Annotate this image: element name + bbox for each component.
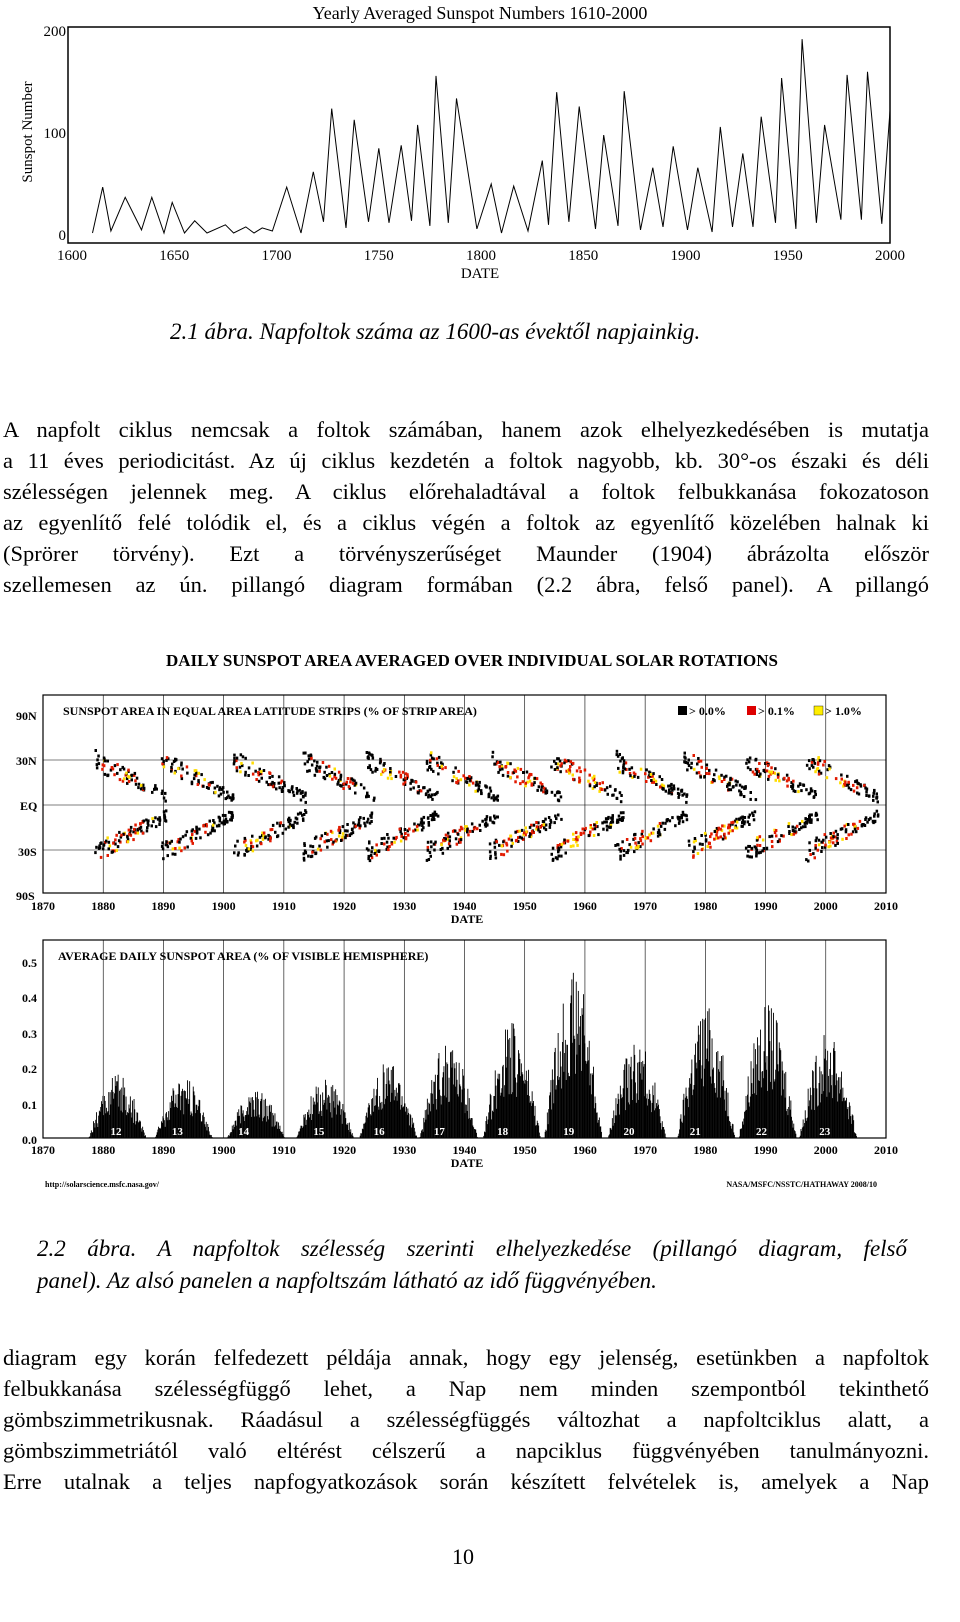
- area-bar: [274, 1127, 275, 1139]
- cycle-number: 17: [433, 1126, 445, 1138]
- area-bar: [366, 1113, 367, 1138]
- butterfly-xtick: 1920: [332, 899, 357, 913]
- area-bar: [722, 1086, 723, 1138]
- area-bar: [446, 1062, 447, 1138]
- cycle-number: 20: [623, 1126, 635, 1138]
- cycle-number: 22: [755, 1126, 767, 1138]
- area-bar: [754, 1043, 755, 1138]
- area-ytick: 0.4: [22, 991, 37, 1005]
- area-bar: [594, 1108, 595, 1138]
- cycle-number: 18: [497, 1126, 509, 1138]
- paragraph-line: diagram egy korán felfedezett példája annak, hogy egy jelenség, esetünkben a napfoltok: [3, 1345, 929, 1370]
- paragraph-line: szélességen jelennek meg. A ciklus előrehaladtával a foltok felbukkanása fokozatoson: [3, 479, 929, 504]
- area-bar: [254, 1117, 255, 1138]
- legend-swatch-red: [747, 706, 756, 715]
- area-bar: [370, 1114, 371, 1138]
- area-bar: [341, 1109, 342, 1138]
- area-bar: [773, 1013, 774, 1138]
- area-xtick: 1870: [31, 1143, 55, 1157]
- area-bar: [514, 1029, 515, 1138]
- area-bar: [760, 1030, 761, 1138]
- butterfly-xtick: 1880: [91, 899, 116, 913]
- area-bar: [545, 1130, 546, 1138]
- area-bar: [353, 1137, 354, 1138]
- area-bar: [139, 1120, 140, 1138]
- area-bar: [591, 1094, 592, 1138]
- area-bar: [469, 1098, 470, 1138]
- figure1-caption: 2.1 ábra. Napfoltok száma az 1600-as évektől napjainkig.: [170, 319, 701, 344]
- area-bar: [613, 1111, 614, 1139]
- area-bar: [741, 1128, 742, 1138]
- area-bar: [395, 1096, 396, 1138]
- area-ytick: 0.0: [22, 1133, 37, 1147]
- area-bar: [664, 1130, 665, 1139]
- area-bar: [466, 1105, 467, 1138]
- area-bar: [491, 1119, 492, 1138]
- area-bar: [642, 1080, 643, 1138]
- area-bar: [264, 1116, 265, 1138]
- area-bar: [95, 1128, 96, 1139]
- area-bar: [306, 1125, 307, 1138]
- area-xtick: 1890: [151, 1143, 176, 1157]
- area-bar: [280, 1131, 281, 1138]
- paragraph-line: gömbszimmetriától való eltérést célszerű a napciklus függvényében tanulmányozni.: [3, 1438, 929, 1463]
- area-bar: [392, 1067, 393, 1138]
- area-bar: [101, 1101, 102, 1138]
- area-xtick: 1910: [271, 1143, 296, 1157]
- area-bar: [757, 1037, 758, 1138]
- area-xtick: 1920: [332, 1143, 357, 1157]
- area-bar: [485, 1132, 486, 1138]
- area-bar: [165, 1127, 166, 1138]
- area-bar: [405, 1112, 406, 1138]
- area-bar: [556, 1090, 557, 1139]
- area-bar: [527, 1081, 528, 1138]
- area-bar: [793, 1128, 794, 1138]
- area-bar: [616, 1115, 617, 1138]
- area-bar: [459, 1084, 460, 1138]
- area-bar: [411, 1128, 412, 1139]
- area-bar: [402, 1096, 403, 1138]
- latitude-tick: 30S: [18, 845, 37, 859]
- area-bar: [267, 1116, 268, 1138]
- latitude-tick: EQ: [20, 799, 38, 813]
- area-bar: [652, 1103, 653, 1138]
- area-bar: [574, 1039, 575, 1138]
- butterfly-xtick: 1960: [572, 899, 597, 913]
- paragraph-2: [3, 1342, 929, 1497]
- area-xtick: 1970: [633, 1143, 658, 1157]
- cycle-number: 16: [373, 1126, 385, 1138]
- area-bar: [578, 991, 579, 1138]
- legend-label: > 0.1%: [758, 704, 795, 718]
- area-bar: [261, 1099, 262, 1138]
- area-bar: [789, 1096, 790, 1138]
- area-bar: [837, 1102, 838, 1139]
- butterfly-xtick: 1870: [31, 899, 55, 913]
- butterfly-xtick: 2000: [813, 899, 838, 913]
- area-bar: [795, 1134, 796, 1138]
- area-bar: [808, 1106, 809, 1138]
- area-bar: [334, 1108, 335, 1138]
- paragraph-1: [3, 414, 929, 600]
- area-bar: [456, 1062, 457, 1138]
- area-bar: [780, 1048, 781, 1138]
- area-bar: [661, 1130, 662, 1139]
- paragraph-line: a 11 éves periodicitást. Az új ciklus kezdetén a foltok nagyobb, kb. 30°-os északi és déli: [3, 448, 929, 473]
- butterfly-xtick: 1900: [211, 899, 236, 913]
- area-bar: [533, 1101, 534, 1138]
- area-xlabel: DATE: [450, 1156, 484, 1170]
- cycle-number: 12: [110, 1126, 122, 1138]
- area-bar: [751, 1061, 752, 1138]
- area-bar: [421, 1131, 422, 1139]
- area-xtick: 1980: [693, 1143, 718, 1157]
- area-bar: [431, 1093, 432, 1138]
- legend-swatch-yellow: [814, 706, 823, 715]
- area-bar: [360, 1133, 361, 1138]
- area-bar: [844, 1098, 845, 1139]
- area-bar: [270, 1112, 271, 1138]
- area-ytick: 0.3: [22, 1027, 37, 1041]
- area-bar: [200, 1113, 201, 1138]
- area-bar: [770, 1082, 771, 1138]
- area-xtick: 2010: [874, 1143, 898, 1157]
- paragraph-line: szellemesen az ún. pillangó diagram formában (2.2 ábra, felső panel). A pillangó: [3, 572, 929, 597]
- area-bar: [776, 1020, 777, 1138]
- area-bar: [284, 1137, 285, 1138]
- butterfly-xtick: 1950: [512, 899, 537, 913]
- area-bar: [108, 1111, 109, 1138]
- butterfly-xtick: 2010: [874, 899, 898, 913]
- cycle-number: 19: [563, 1126, 575, 1138]
- figure1-ytick: 100: [43, 126, 66, 142]
- figure1-ytick: 200: [43, 24, 66, 40]
- area-bar: [142, 1127, 143, 1138]
- area-bar: [600, 1126, 601, 1138]
- butterfly-xtick: 1970: [633, 899, 658, 913]
- area-bar: [571, 979, 572, 1138]
- latitude-tick: 30N: [16, 754, 37, 768]
- figure1-xtick: 1750: [363, 248, 394, 264]
- area-bar: [558, 1080, 559, 1138]
- area-bar: [706, 1059, 707, 1138]
- area-bar: [212, 1137, 213, 1138]
- area-xtick: 2000: [813, 1143, 838, 1157]
- figure1-xtick: 1600: [57, 248, 87, 264]
- area-bar: [97, 1127, 98, 1138]
- area-bar: [453, 1085, 454, 1139]
- area-bar: [834, 1042, 835, 1138]
- area-bar: [258, 1099, 259, 1138]
- butterfly-xtick: 1930: [392, 899, 417, 913]
- figure1-title: Yearly Averaged Sunspot Numbers 1610-2000: [312, 3, 648, 23]
- figure1-xtick: 1700: [261, 248, 292, 264]
- area-bar: [145, 1135, 146, 1138]
- area-bar: [283, 1136, 284, 1138]
- area-bar: [104, 1096, 105, 1138]
- area-bar: [475, 1130, 476, 1138]
- figure-sunspot-yearly: [0, 0, 960, 300]
- figure1-xtick: 2000: [875, 248, 905, 264]
- area-xtick: 1990: [753, 1143, 778, 1157]
- figure1-frame: [68, 27, 890, 243]
- area-bar: [207, 1130, 208, 1138]
- area-bar: [686, 1096, 687, 1138]
- area-bar: [665, 1137, 666, 1138]
- area-bar: [712, 1069, 713, 1138]
- area-bar: [309, 1117, 310, 1138]
- area-bar: [802, 1127, 803, 1138]
- paragraph-line: gömbszimmetrikusnak. Ráadásul a szélességfüggés változhat a napfoltciklus alatt, a: [3, 1407, 929, 1432]
- area-xtick: 1960: [572, 1143, 597, 1157]
- area-bar: [562, 1042, 563, 1138]
- area-bar: [424, 1122, 425, 1138]
- butterfly-panel-title: SUNSPOT AREA IN EQUAL AREA LATITUDE STRIPS (% OF STRIP AREA): [63, 704, 477, 718]
- area-ytick: 0.1: [22, 1098, 37, 1112]
- area-bar: [191, 1112, 192, 1139]
- area-bar: [462, 1069, 463, 1138]
- area-bar: [507, 1030, 508, 1138]
- area-bar: [581, 1071, 582, 1138]
- area-bar: [123, 1095, 124, 1138]
- area-xtick: 1880: [91, 1143, 116, 1157]
- area-bar: [619, 1115, 620, 1138]
- cycle-number: 13: [171, 1126, 183, 1138]
- area-bar: [703, 1086, 704, 1138]
- area-panel-title: AVERAGE DAILY SUNSPOT AREA (% OF VISIBLE HEMISPHERE): [58, 949, 429, 963]
- figure2-caption: [37, 1233, 907, 1297]
- area-bar: [344, 1112, 345, 1138]
- area-bar: [552, 1069, 553, 1138]
- area-bar: [520, 1076, 521, 1138]
- area-bar: [782, 1071, 783, 1139]
- area-bar: [639, 1062, 640, 1138]
- butterfly-legend: [678, 704, 862, 718]
- area-bar: [587, 1047, 588, 1138]
- area-bar: [350, 1129, 351, 1138]
- butterfly-xtick: 1890: [151, 899, 176, 913]
- area-bar: [155, 1137, 156, 1138]
- area-bar: [658, 1105, 659, 1138]
- area-bar: [523, 1081, 524, 1138]
- paragraph-line: felbukkanása szélességfüggő lehet, a Nap nem minden szempontból tekinthető: [3, 1376, 929, 1401]
- area-bar: [811, 1110, 812, 1138]
- area-bar: [229, 1136, 230, 1138]
- figure-credit: NASA/MSFC/NSSTC/HATHAWAY 2008/10: [726, 1180, 877, 1189]
- area-bar: [416, 1136, 417, 1138]
- area-bar: [517, 1074, 518, 1138]
- area-bar: [565, 1040, 566, 1138]
- area-ytick: 0.5: [22, 956, 37, 970]
- area-bar: [184, 1091, 185, 1139]
- area-bar: [477, 1137, 478, 1138]
- figure1-xtick: 1650: [159, 248, 190, 264]
- area-bar: [197, 1110, 198, 1138]
- butterfly-xtick: 1990: [753, 899, 778, 913]
- area-bar: [133, 1123, 134, 1138]
- area-bar: [636, 1103, 637, 1138]
- area-bar: [338, 1106, 339, 1138]
- area-bar: [389, 1081, 390, 1139]
- area-bar: [715, 1093, 716, 1138]
- area-bar: [709, 1008, 710, 1138]
- area-bar: [847, 1109, 848, 1138]
- area-bar: [530, 1103, 531, 1138]
- legend-label: > 1.0%: [825, 704, 862, 718]
- figure1-xtick: 1900: [670, 248, 701, 264]
- area-bar: [495, 1070, 496, 1138]
- butterfly-xtick: 1910: [271, 899, 296, 913]
- area-bar: [277, 1122, 278, 1138]
- cycle-number: 21: [689, 1126, 701, 1138]
- area-bar: [610, 1128, 611, 1138]
- area-bar: [399, 1083, 400, 1138]
- area-bar: [299, 1131, 300, 1138]
- area-bar: [332, 1118, 333, 1138]
- area-bar: [386, 1084, 387, 1138]
- area-bar: [194, 1091, 195, 1138]
- area-bar: [296, 1137, 297, 1138]
- paragraph-line: Erre utalnak a teljes napfogyatkozások során készített felvételek is, amelyek a Nap: [3, 1469, 929, 1494]
- paragraph-line: az egyenlítő felé tolódik el, és a ciklus végén a foltok az egyenlítő közelében halnak ki: [3, 510, 929, 535]
- caption-line: panel). Az alsó panelen a napfoltszám látható az idő függvényében.: [37, 1268, 657, 1293]
- area-bar: [232, 1126, 233, 1138]
- butterfly-xtick: 1980: [693, 899, 718, 913]
- area-bar: [683, 1094, 684, 1138]
- area-bar: [408, 1113, 409, 1138]
- figure1-ylabel: Sunspot Number: [20, 81, 36, 183]
- area-bar: [488, 1112, 489, 1138]
- page-number: 10: [452, 1544, 474, 1569]
- area-bar: [540, 1136, 541, 1138]
- figure1-ytick: 0: [58, 228, 66, 244]
- area-bar: [719, 1072, 720, 1138]
- area-bar: [158, 1127, 159, 1138]
- area-bar: [796, 1137, 797, 1138]
- area-bar: [601, 1132, 602, 1138]
- figure1-xtick: 1800: [466, 248, 496, 264]
- area-bar: [136, 1121, 137, 1138]
- area-bar: [731, 1129, 732, 1138]
- area-bar: [744, 1112, 745, 1138]
- area-bar: [805, 1110, 806, 1138]
- area-bar: [328, 1095, 329, 1138]
- area-bar: [735, 1137, 736, 1138]
- caption-line: 2.2 ábra. A napfoltok szélesség szerinti elhelyezkedése (pillangó diagram, felső: [37, 1236, 907, 1261]
- cycle-number: 23: [819, 1126, 831, 1138]
- area-bar: [655, 1083, 656, 1138]
- area-bar: [162, 1123, 163, 1138]
- area-bar: [428, 1115, 429, 1138]
- area-bar: [681, 1114, 682, 1138]
- area-bar: [815, 1062, 816, 1138]
- area-bar: [728, 1116, 729, 1138]
- area-bar: [450, 1052, 451, 1138]
- area-bar: [850, 1106, 851, 1138]
- legend-label: > 0.0%: [689, 704, 726, 718]
- cycle-number: 14: [238, 1126, 250, 1138]
- area-xtick: 1950: [512, 1143, 537, 1157]
- area-bar: [415, 1132, 416, 1138]
- figure1-xlabel: DATE: [460, 266, 500, 282]
- sunspot-number-line: [93, 39, 891, 233]
- figure1-xtick: 1950: [772, 248, 803, 264]
- area-bar: [536, 1125, 537, 1138]
- area-bar: [725, 1111, 726, 1138]
- area-bar: [827, 1051, 828, 1138]
- figure2-main-title: DAILY SUNSPOT AREA AVERAGED OVER INDIVIDUAL SOLAR ROTATIONS: [166, 651, 778, 670]
- figure1-xtick: 1850: [568, 248, 599, 264]
- area-bar: [209, 1135, 210, 1138]
- area-bar: [235, 1121, 236, 1139]
- area-xtick: 1940: [452, 1143, 477, 1157]
- source-url: http://solarscience.msfc.nasa.gov/: [45, 1180, 159, 1189]
- area-bar: [840, 1089, 841, 1138]
- area-bar: [187, 1080, 188, 1138]
- paragraph-line: (Sprörer törvény). Ezt a törvényszerűséget Maunder (1904) ábrázolta először: [3, 541, 929, 566]
- area-bar: [363, 1124, 364, 1138]
- area-bar: [786, 1111, 787, 1138]
- paragraph-line: A napfolt ciklus nemcsak a foltok számában, hanem azok elhelyezkedésében is mutatja: [3, 417, 929, 442]
- area-ytick: 0.2: [22, 1062, 37, 1076]
- area-bar: [251, 1117, 252, 1138]
- area-bar: [91, 1130, 92, 1138]
- area-bar: [511, 1094, 512, 1138]
- figure-butterfly-diagram: [0, 640, 960, 1200]
- area-bar: [648, 1099, 649, 1138]
- area-bar: [856, 1136, 857, 1138]
- area-bar: [347, 1123, 348, 1138]
- cycle-number: 15: [313, 1126, 325, 1138]
- area-bar: [597, 1113, 598, 1139]
- area-bar: [584, 1043, 585, 1138]
- area-bar: [130, 1096, 131, 1138]
- area-bar: [764, 1051, 765, 1138]
- area-bar: [831, 1085, 832, 1138]
- area-bar: [549, 1095, 550, 1138]
- area-xtick: 1930: [392, 1143, 417, 1157]
- area-bar: [126, 1115, 127, 1138]
- latitude-tick: 90S: [16, 889, 35, 903]
- area-bar: [325, 1080, 326, 1138]
- area-bar: [853, 1120, 854, 1138]
- butterfly-xlabel: DATE: [450, 912, 484, 926]
- butterfly-xtick: 1940: [452, 899, 477, 913]
- area-bar: [748, 1076, 749, 1138]
- area-xtick: 1900: [211, 1143, 236, 1157]
- area-bar: [472, 1126, 473, 1139]
- area-bar: [203, 1113, 204, 1139]
- legend-swatch-black: [678, 706, 687, 715]
- area-bar: [168, 1111, 169, 1138]
- area-bar: [303, 1126, 304, 1138]
- latitude-tick: 90N: [16, 709, 37, 723]
- area-bar: [645, 1052, 646, 1139]
